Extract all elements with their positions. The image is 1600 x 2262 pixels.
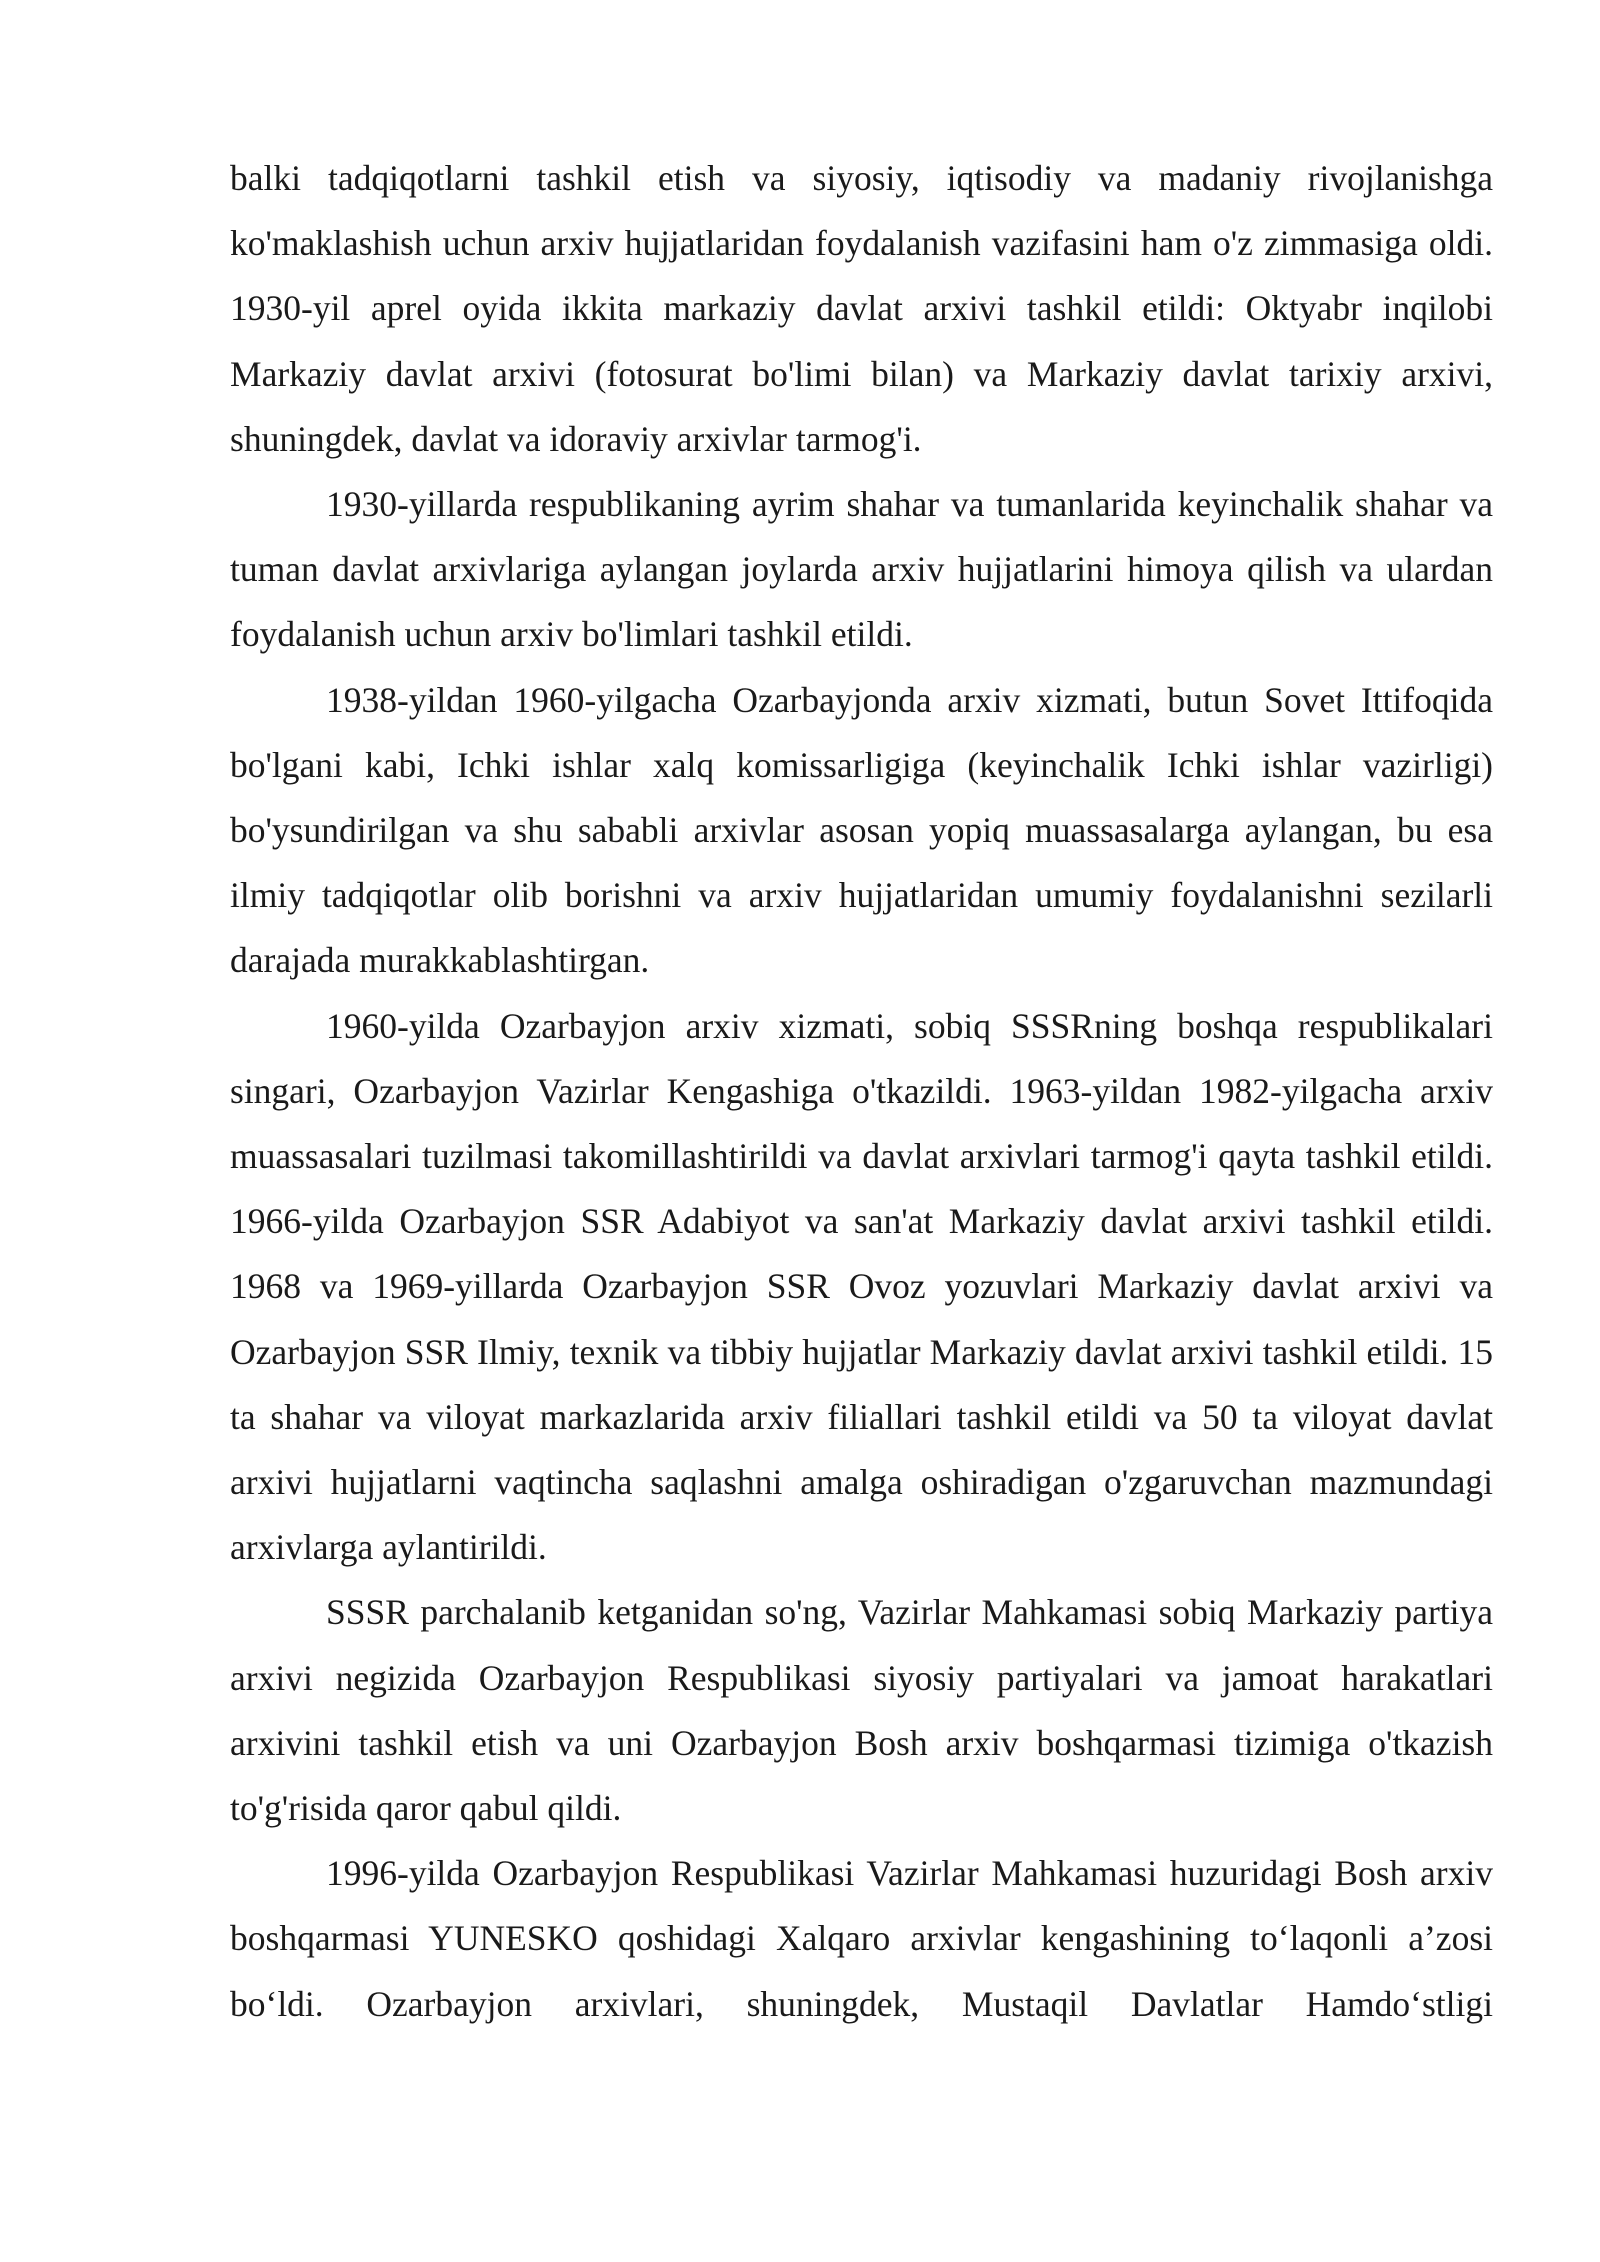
document-page bbox=[230, 146, 1493, 2037]
paragraph: SSSR parchalanib ketganidan so'ng, Vazirlar Mahkamasi sobiq Markaziy partiya arxivi negizida Ozarbayjon Respublikasi siyosiy partiyalari va jamoat harakatlari arxivini tashkil etish va uni Ozarbayjon Bosh arxiv boshqarmasi tizimiga o'tkazish to'g'risida qaror qabul qildi. bbox=[230, 1592, 1493, 1829]
paragraph-continued: balki tadqiqotlarni tashkil etish va siyosiy, iqtisodiy va madaniy rivojlanishga ko'maklashish uchun arxiv hujjatlaridan foydalanish vazifasini ham o'z zimmasiga oldi. 1930-yil aprel oyida ikkita markaziy davlat arxivi tashkil etildi: Oktyabr inqilobi Markaziy davlat arxivi (fotosurat bo'limi bilan) va Markaziy davlat tarixiy arxivi, shuningdek, davlat va idoraviy arxivlar tarmog'i. bbox=[230, 158, 1493, 459]
paragraph: 1960-yilda Ozarbayjon arxiv xizmati, sobiq SSSRning boshqa respublikalari singari, Ozarbayjon Vazirlar Kengashiga o'tkazildi. 1963-yildan 1982-yilgacha arxiv muassasalari tuzilmasi takomillashtirildi va davlat arxivlari tarmog'i qayta tashkil etildi. 1966-yilda Ozarbayjon SSR Adabiyot va san'at Markaziy davlat arxivi tashkil etildi. 1968 va 1969-yillarda Ozarbayjon SSR Ovoz yozuvlari Markaziy davlat arxivi va Ozarbayjon SSR Ilmiy, texnik va tibbiy hujjatlar Markaziy davlat arxivi tashkil etildi. 15 ta shahar va viloyat markazlarida arxiv filiallari tashkil etildi va 50 ta viloyat davlat arxivi hujjatlarni vaqtincha saqlashni amalga oshiradigan o'zgaruvchan mazmundagi arxivlarga aylantirildi. bbox=[230, 1005, 1493, 1568]
paragraph-continues-next-page: 1996-yilda Ozarbayjon Respublikasi Vazirlar Mahkamasi huzuridagi Bosh arxiv boshqarmasi YUNESKO qoshidagi Xalqaro arxivlar kengashining to‘laqonli a’zosi bo‘ldi. Ozarbayjon arxivlari, shuningdek, Mustaqil Davlatlar Hamdo‘stligi bbox=[230, 1853, 1493, 2024]
paragraph: 1938-yildan 1960-yilgacha Ozarbayjonda arxiv xizmati, butun Sovet Ittifoqida bo'lgani kabi, Ichki ishlar xalq komissarligiga (keyinchalik Ichki ishlar vazirligi) bo'ysundirilgan va shu sababli arxivlar asosan yopiq muassasalarga aylangan, bu esa ilmiy tadqiqotlar olib borishni va arxiv hujjatlaridan umumiy foydalanishni sezilarli darajada murakkablashtirgan. bbox=[230, 679, 1493, 981]
paragraph: 1930-yillarda respublikaning ayrim shahar va tumanlarida keyinchalik shahar va tuman davlat arxivlariga aylangan joylarda arxiv hujjatlarini himoya qilish va ulardan foydalanish uchun arxiv bo'limlari tashkil etildi. bbox=[230, 484, 1493, 655]
